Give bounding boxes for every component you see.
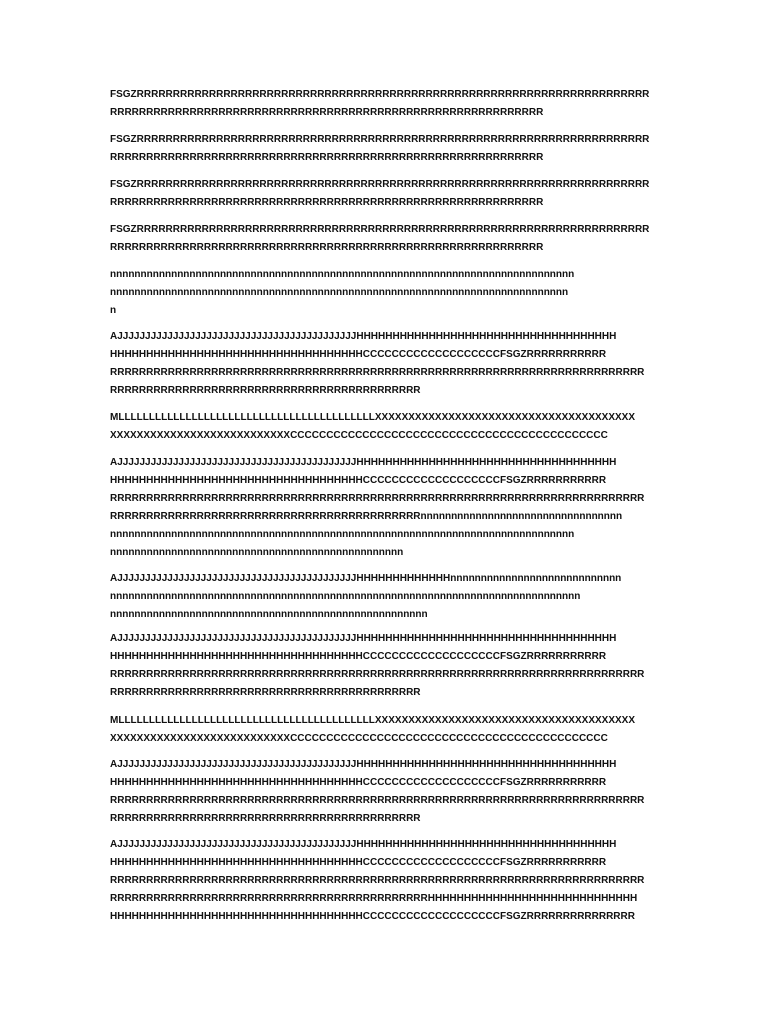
paragraph-7: MLLLLLLLLLLLLLLLLLLLLLLLLLLLLLLLLLLLLLLLLLLXXXXXXXXXXXXXXXXXXXXXXXXXXXXXXXXXXXXXXX XXXXXXXXXXXXXXXXXXXXXXXXXXXCCCCCCCCCCCCCCCCCCCCCCCCCCCCCCCCCCCCCCCCCCCC [110, 412, 636, 441]
paragraph-9: AJJJJJJJJJJJJJJJJJJJJJJJJJJJJJJJJJJJJJJJJJJJHHHHHHHHHHHHHnnnnnnnnnnnnnnnnnnnnnnnnnnnn nnnnnnnnnnnnnnnnnnnnnnnnnnnnnnnnnnnnnnnnnnnnnnnnnnnnnnnnnnnnnnnnnnnnnnnnnnnnn nnnnnnnnnnnnnnnnnnnnnnnnnnnnnnnnnnnnnnnnnnnnnnnnnnnn [110, 573, 622, 620]
paragraph-3: FSGZRRRRRRRRRRRRRRRRRRRRRRRRRRRRRRRRRRRRRRRRRRRRRRRRRRRRRRRRRRRRRRRRRRRRRRR RRRRRRRRRRRRRRRRRRRRRRRRRRRRRRRRRRRRRRRRRRRRRRRRRRRRRRRRRRRR [110, 179, 650, 208]
paragraph-5: nnnnnnnnnnnnnnnnnnnnnnnnnnnnnnnnnnnnnnnnnnnnnnnnnnnnnnnnnnnnnnnnnnnnnnnnnnnn nnnnnnnnnnnnnnnnnnnnnnnnnnnnnnnnnnnnnnnnnnnnnnnnnnnnnnnnnnnnnnnnnnnnnnnnnnn n [110, 269, 575, 316]
paragraph-11: MLLLLLLLLLLLLLLLLLLLLLLLLLLLLLLLLLLLLLLLLLLXXXXXXXXXXXXXXXXXXXXXXXXXXXXXXXXXXXXXXX XXXXXXXXXXXXXXXXXXXXXXXXXXXCCCCCCCCCCCCCCCCCCCCCCCCCCCCCCCCCCCCCCCCCCCC [110, 715, 636, 744]
paragraph-8: AJJJJJJJJJJJJJJJJJJJJJJJJJJJJJJJJJJJJJJJJJJJHHHHHHHHHHHHHHHHHHHHHHHHHHHHHHHHHHHH HHHHHHHHHHHHHHHHHHHHHHHHHHHHHHHHHHHCCCCCCCCCCCCCCCCCCCFSGZRRRRRRRRRRR RRRRRRRRRRRRRRRRRRRRRRRRRRRRRRRRRRRRRRRRRRRRRRRRRRRRRRRRRRRRRRRRRRRRRRRRRR RRRRRRRRRRRRRRRRRRRRRRRRRRRRRRRRRRRRRRRRRRRnnnnnnnnnnnnnnnnnnnnnnnnnnnnnnnnn nnnnnnnnnnnnnnnnnnnnnnnnnnnnnnnnnnnnnnnnnnnnnnnnnnnnnnnnnnnnnnnnnnnnnnnnnnnn nnnnnnnnnnnnnnnnnnnnnnnnnnnnnnnnnnnnnnnnnnnnnnnn [110, 457, 645, 558]
paragraph-4: FSGZRRRRRRRRRRRRRRRRRRRRRRRRRRRRRRRRRRRRRRRRRRRRRRRRRRRRRRRRRRRRRRRRRRRRRRR RRRRRRRRRRRRRRRRRRRRRRRRRRRRRRRRRRRRRRRRRRRRRRRRRRRRRRRRRRRR [110, 224, 650, 253]
paragraph-12: AJJJJJJJJJJJJJJJJJJJJJJJJJJJJJJJJJJJJJJJJJJJHHHHHHHHHHHHHHHHHHHHHHHHHHHHHHHHHHHH HHHHHHHHHHHHHHHHHHHHHHHHHHHHHHHHHHHCCCCCCCCCCCCCCCCCCCFSGZRRRRRRRRRRR RRRRRRRRRRRRRRRRRRRRRRRRRRRRRRRRRRRRRRRRRRRRRRRRRRRRRRRRRRRRRRRRRRRRRRRRRR RRRRRRRRRRRRRRRRRRRRRRRRRRRRRRRRRRRRRRRRRRR [110, 759, 645, 824]
paragraph-1: FSGZRRRRRRRRRRRRRRRRRRRRRRRRRRRRRRRRRRRRRRRRRRRRRRRRRRRRRRRRRRRRRRRRRRRRRRR RRRRRRRRRRRRRRRRRRRRRRRRRRRRRRRRRRRRRRRRRRRRRRRRRRRRRRRRRRRR [110, 89, 650, 118]
paragraph-13: AJJJJJJJJJJJJJJJJJJJJJJJJJJJJJJJJJJJJJJJJJJJHHHHHHHHHHHHHHHHHHHHHHHHHHHHHHHHHHHH HHHHHHHHHHHHHHHHHHHHHHHHHHHHHHHHHHHCCCCCCCCCCCCCCCCCCCFSGZRRRRRRRRRRR RRRRRRRRRRRRRRRRRRRRRRRRRRRRRRRRRRRRRRRRRRRRRRRRRRRRRRRRRRRRRRRRRRRRRRRRRR RRRRRRRRRRRRRRRRRRRRRRRRRRRRRRRRRRRRRRRRRRRRHHHHHHHHHHHHHHHHHHHHHHHHHHHHH HHHHHHHHHHHHHHHHHHHHHHHHHHHHHHHHHHHCCCCCCCCCCCCCCCCCCCFSGZRRRRRRRRRRRRRRR [110, 839, 645, 922]
paragraph-10: AJJJJJJJJJJJJJJJJJJJJJJJJJJJJJJJJJJJJJJJJJJJHHHHHHHHHHHHHHHHHHHHHHHHHHHHHHHHHHHH HHHHHHHHHHHHHHHHHHHHHHHHHHHHHHHHHHHCCCCCCCCCCCCCCCCCCCFSGZRRRRRRRRRRR RRRRRRRRRRRRRRRRRRRRRRRRRRRRRRRRRRRRRRRRRRRRRRRRRRRRRRRRRRRRRRRRRRRRRRRRRR RRRRRRRRRRRRRRRRRRRRRRRRRRRRRRRRRRRRRRRRRRR [110, 633, 645, 698]
paragraph-2: FSGZRRRRRRRRRRRRRRRRRRRRRRRRRRRRRRRRRRRRRRRRRRRRRRRRRRRRRRRRRRRRRRRRRRRRRRR RRRRRRRRRRRRRRRRRRRRRRRRRRRRRRRRRRRRRRRRRRRRRRRRRRRRRRRRRRRR [110, 134, 650, 163]
paragraph-6: AJJJJJJJJJJJJJJJJJJJJJJJJJJJJJJJJJJJJJJJJJJJHHHHHHHHHHHHHHHHHHHHHHHHHHHHHHHHHHHH HHHHHHHHHHHHHHHHHHHHHHHHHHHHHHHHHHHCCCCCCCCCCCCCCCCCCCFSGZRRRRRRRRRRR RRRRRRRRRRRRRRRRRRRRRRRRRRRRRRRRRRRRRRRRRRRRRRRRRRRRRRRRRRRRRRRRRRRRRRRRRR RRRRRRRRRRRRRRRRRRRRRRRRRRRRRRRRRRRRRRRRRRR [110, 331, 645, 396]
